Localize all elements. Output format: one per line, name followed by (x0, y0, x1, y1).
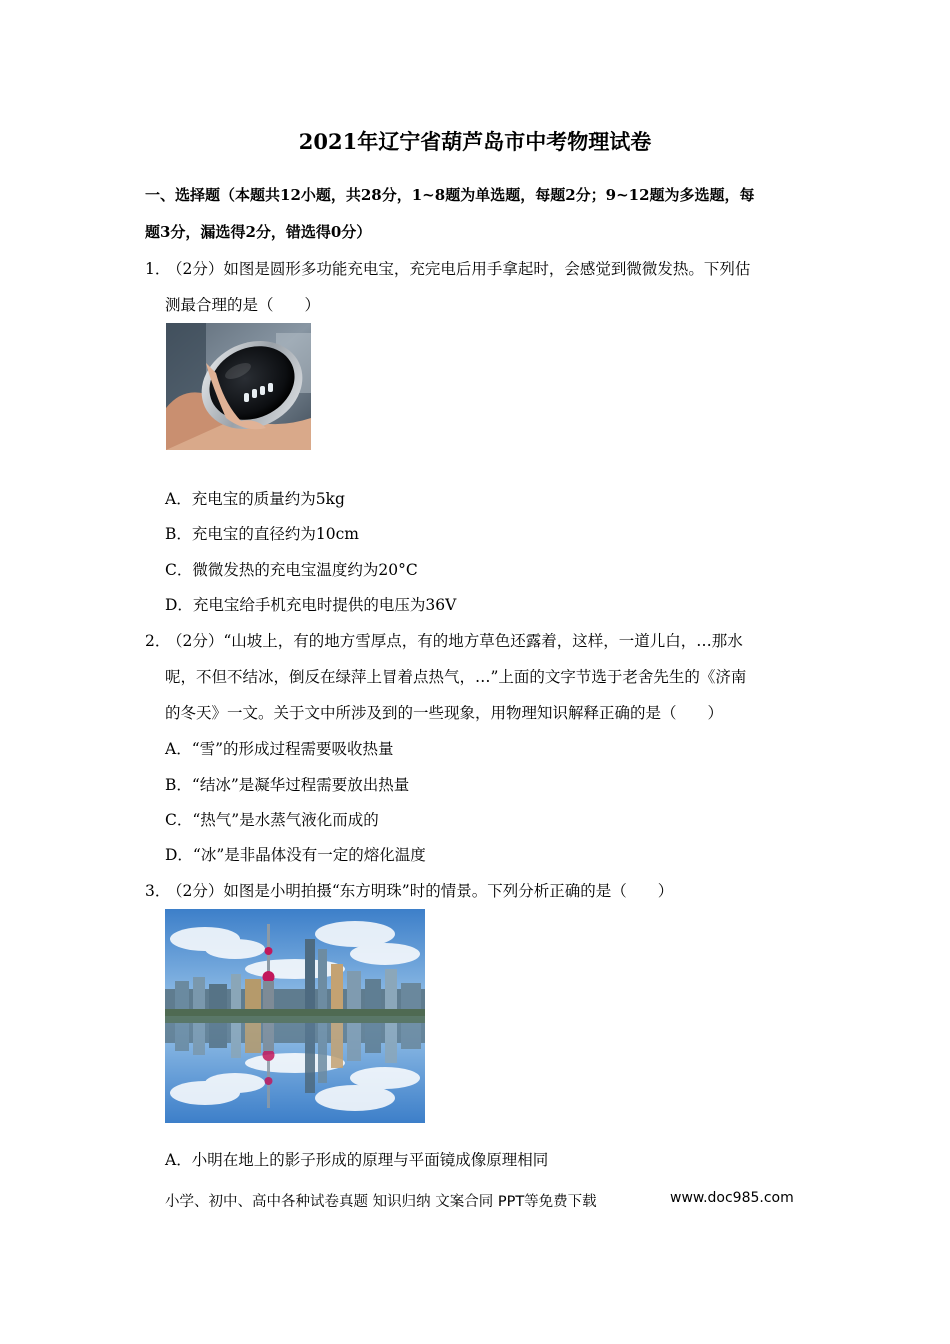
question-2-option-d: D．“冰”是非晶体没有一定的熔化温度 (165, 846, 426, 864)
question-2-option-c: C．“热气”是水蒸气液化而成的 (165, 811, 379, 829)
question-3-stem-line-1: （2分）如图是小明拍摄“东方明珠”时的情景。下列分析正确的是（ ） (167, 882, 674, 900)
question-1-stem-line-1: （2分）如图是圆形多功能充电宝，充完电后用手拿起时，会感觉到微微发热。下列估 (167, 260, 751, 278)
footer-website-link[interactable]: www.doc985.com (670, 1190, 794, 1206)
question-3-option-a: A．小明在地上的影子形成的原理与平面镜成像原理相同 (165, 1151, 549, 1169)
question-1-option-b: B．充电宝的直径约为10cm (165, 525, 359, 543)
oriental-pearl-tower-photo (165, 909, 425, 1123)
question-1-number: 1． (145, 260, 171, 278)
footer-promo-text: 小学、初中、高中各种试卷真题 知识归纳 文案合同 PPT等免费下载 (165, 1194, 597, 1210)
question-1-option-a: A．充电宝的质量约为5kg (165, 490, 345, 508)
question-1-option-c: C．微微发热的充电宝温度约为20°C (165, 561, 418, 579)
question-1-option-d: D．充电宝给手机充电时提供的电压为36V (165, 596, 457, 614)
question-1-stem-line-2: 测最合理的是（ ） (165, 296, 321, 314)
question-2-stem-line-3: 的冬天》一文。关于文中所涉及到的一些现象，用物理知识解释正确的是（ ） (165, 704, 724, 722)
question-2-option-b: B．“结冰”是凝华过程需要放出热量 (165, 776, 410, 794)
question-3-number: 3． (145, 882, 171, 900)
question-2-stem-line-2: 呢，不但不结冰，倒反在绿萍上冒着点热气，…”上面的文字节选于老舍先生的《济南 (165, 668, 747, 686)
page-title: 2021年辽宁省葫芦岛市中考物理试卷 (298, 129, 652, 154)
question-2-stem-line-1: （2分）“山坡上，有的地方雪厚点，有的地方草色还露着，这样，一道儿白，…那水 (167, 632, 743, 650)
question-2-number: 2． (145, 632, 171, 650)
question-2-option-a: A．“雪”的形成过程需要吸收热量 (165, 740, 394, 758)
power-bank-photo (166, 323, 311, 450)
section-heading-line-2: 题3分，漏选得2分，错选得0分） (145, 223, 372, 241)
section-heading-line-1: 一、选择题（本题共12小题，共28分，1~8题为单选题，每题2分；9~12题为多选题，每 (145, 186, 755, 204)
